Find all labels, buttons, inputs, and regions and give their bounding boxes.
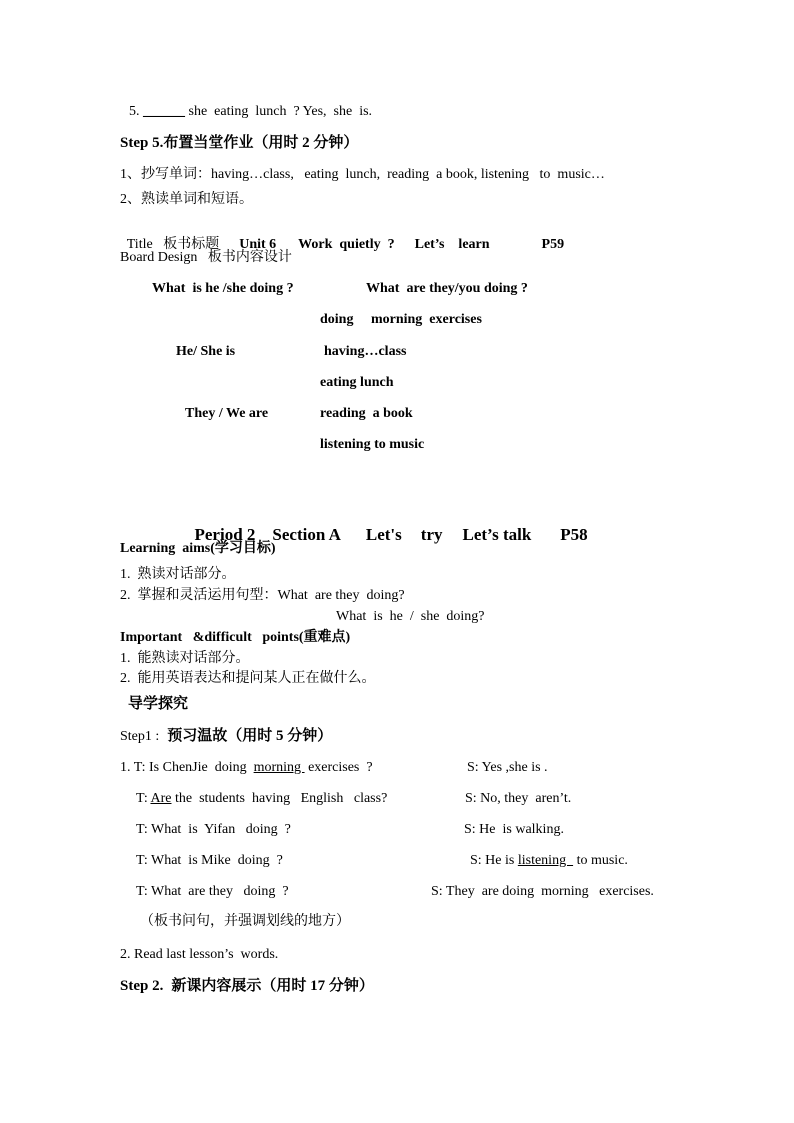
exercise-number: 5. [129,104,143,119]
homework-item-1: 1、抄写单词：having…class, eating lunch, reading a book, listening to music… [120,167,605,182]
lets-label: Let's [365,525,402,544]
unit-label: Unit 6 [239,237,277,252]
try-label: try [420,525,443,544]
board-subject-2: They / We are [185,406,269,421]
aims-title: Learning aims(学习目标) [120,541,276,556]
board-phrase-1: doing morning exercises [320,312,482,327]
step1-title: 预习温故（用时 5 分钟） [167,728,333,744]
dialogue-t1: 1. T: Is ChenJie doing morning exercises ? [120,760,373,775]
step1-heading [120,727,332,746]
answer-blank[interactable]: ______ [143,104,185,119]
dialogue-t4: T: What is Mike doing ? [136,853,283,868]
board-note: （板书问句，并强调划线的地方） [140,914,350,929]
board-design-label: Board Design 板书内容设计 [120,250,292,265]
dialogue-t3: T: What is Yifan doing ? [136,822,291,837]
aims-item-2b: What is he / she doing? [336,609,485,624]
points-item-1: 1. 能熟读对话部分。 [120,651,250,666]
talk-label: Let’s talk [462,525,532,544]
page-label: P58 [560,525,588,544]
board-phrase-2: having…class [324,344,407,359]
aims-item-2: 2. 掌握和灵活运用句型：What are they doing? [120,588,405,603]
step2-label: Step 2. [120,978,164,994]
board-question-1: What is he /she doing ? [152,281,294,296]
board-phrase-4: reading a book [320,406,413,421]
step1-label: Step1 : [120,729,160,744]
underlined-word: morning [253,760,305,775]
points-title: Important &difficult points(重难点) [120,630,351,645]
homework-item-2: 2、熟读单词和短语。 [120,192,253,207]
period-label: Period 2 [194,525,256,544]
step2-title: 新课内容展示（用时 17 分钟） [171,978,374,994]
dialogue-t2: T: Are the students having English class? [136,791,388,806]
board-subject-1: He/ She is [176,344,236,359]
lesson-name: Let’s learn [414,237,490,252]
step2-heading [120,977,374,995]
dialogue-t5: T: What are they doing ? [136,884,289,899]
dialogue-s4: S: He is listening to music. [470,853,628,868]
dialogue-s5: S: They are doing morning exercises. [431,884,654,899]
section-label: Section A [272,525,341,544]
board-phrase-5: listening to music [320,437,425,452]
underlined-word: listening [517,853,574,868]
dialogue-s3: S: He is walking. [464,822,564,837]
dialogue-s2: S: No, they aren’t. [465,791,572,806]
page-ref: P59 [541,237,565,252]
aims-item-1: 1. 熟读对话部分。 [120,567,236,582]
points-item-2: 2. 能用英语表达和提问某人正在做什么。 [120,671,376,686]
guide-heading: 导学探究 [128,696,189,712]
board-question-2: What are they/you doing ? [366,281,528,296]
dialogue-s1: S: Yes ,she is . [467,760,548,775]
step5-heading: Step 5.布置当堂作业（用时 2 分钟） [120,135,359,151]
read-words: 2. Read last lesson’s words. [120,947,279,962]
board-phrase-3: eating lunch [320,375,394,390]
title-label: Title 板书标题 [126,237,220,252]
exercise-5 [129,103,372,121]
exercise-text: she eating lunch ? Yes, she is. [185,104,373,119]
underlined-word: Are [150,791,172,806]
unit-title: Work quietly ? [298,237,395,252]
